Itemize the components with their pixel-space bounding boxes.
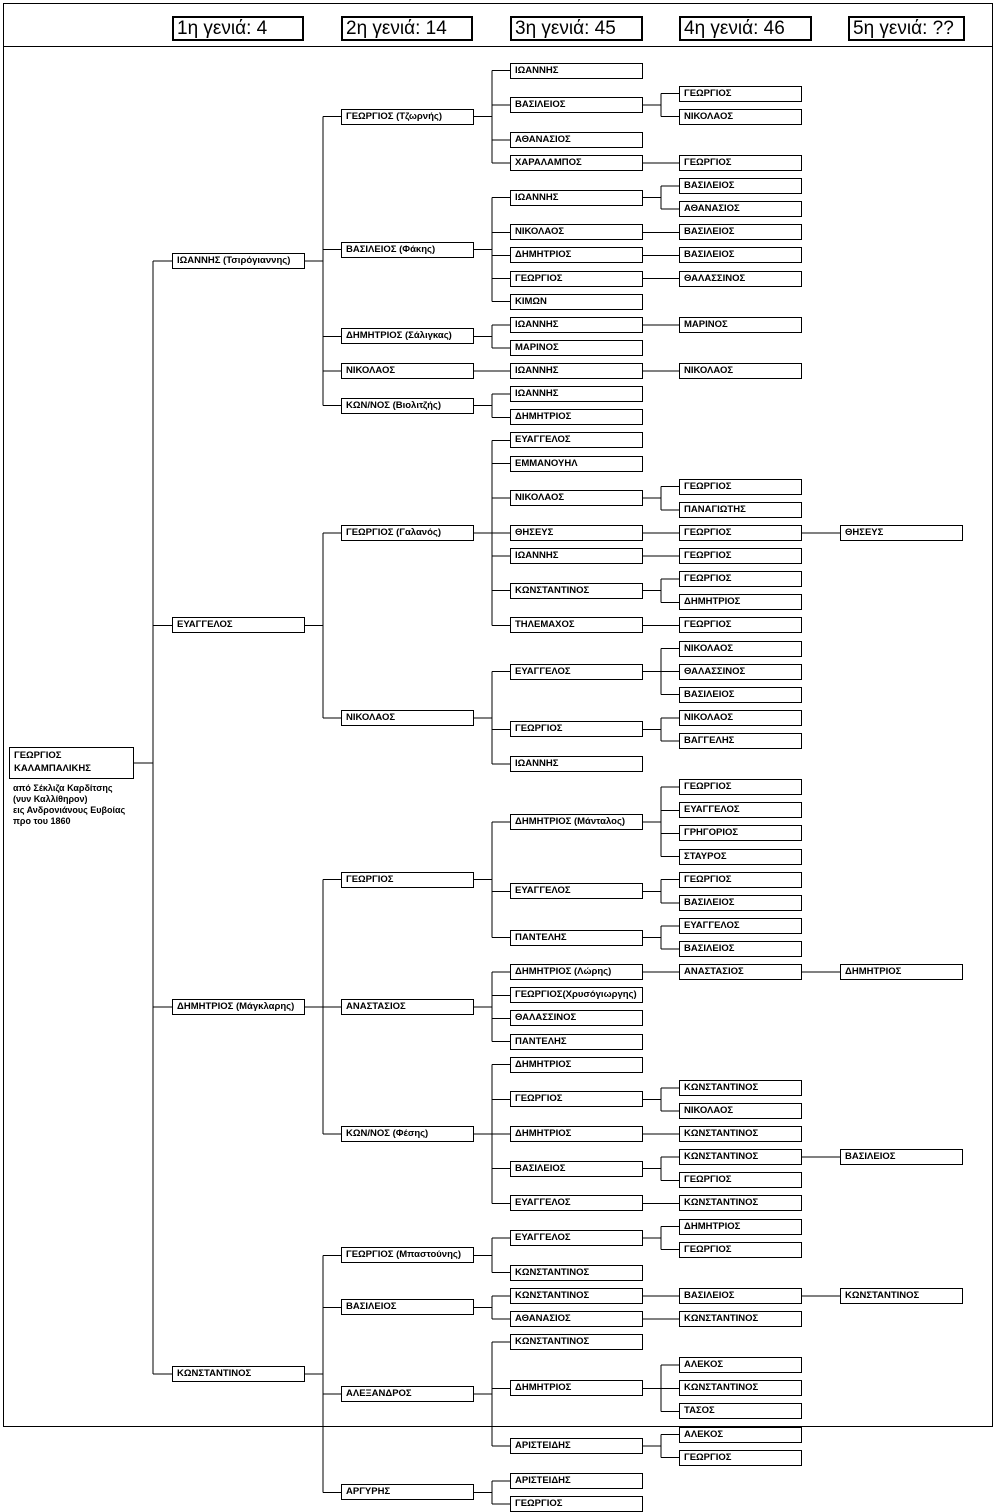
person-box-gen3: ΓΕΩΡΓΙΟΣ(Χρυσόγιωργης) — [510, 987, 643, 1003]
person-box-gen4: ΑΘΑΝΑΣΙΟΣ — [679, 201, 802, 217]
person-box-gen4: ΓΕΩΡΓΙΟΣ — [679, 86, 802, 102]
person-box-gen4: ΑΛΕΚΟΣ — [679, 1427, 802, 1443]
person-box-gen2: ΚΩΝ/ΝΟΣ (Βιολιτζής) — [341, 398, 474, 414]
person-box-gen1: ΔΗΜΗΤΡΙΟΣ (Μάγκλαρης) — [172, 999, 305, 1015]
person-box-gen3: ΚΙΜΩΝ — [510, 294, 643, 310]
generation-4-header: 4η γενιά: 46 — [679, 16, 812, 41]
person-box-gen4: ΜΑΡΙΝΟΣ — [679, 317, 802, 333]
person-box-gen4: ΒΑΣΙΛΕΙΟΣ — [679, 1288, 802, 1304]
root-note-line: εις Ανδρονιάνους Ευβοίας — [13, 805, 126, 815]
person-box-gen3: ΧΑΡΑΛΑΜΠΟΣ — [510, 155, 643, 171]
person-box-gen4: ΒΑΣΙΛΕΙΟΣ — [679, 224, 802, 240]
generation-1-header: 1η γενιά: 4 — [172, 16, 304, 41]
person-box-gen3: ΒΑΣΙΛΕΙΟΣ — [510, 97, 643, 113]
person-box-gen3: ΓΕΩΡΓΙΟΣ — [510, 1496, 643, 1512]
person-box-gen3: ΔΗΜΗΤΡΙΟΣ — [510, 1380, 643, 1396]
person-box-gen3: ΔΗΜΗΤΡΙΟΣ — [510, 409, 643, 425]
person-box-gen4: ΚΩΝΣΤΑΝΤΙΝΟΣ — [679, 1126, 802, 1142]
person-box-gen3: ΕΥΑΓΓΕΛΟΣ — [510, 883, 643, 899]
generation-5-header: 5η γενιά: ?? — [848, 16, 965, 41]
person-box-gen4: ΘΑΛΑΣΣΙΝΟΣ — [679, 664, 802, 680]
person-box-gen2: ΑΝΑΣΤΑΣΙΟΣ — [341, 999, 474, 1015]
person-box-gen4: ΘΑΛΑΣΣΙΝΟΣ — [679, 271, 802, 287]
person-box-gen4: ΓΕΩΡΓΙΟΣ — [679, 525, 802, 541]
root-note-line: προ του 1860 — [13, 816, 71, 826]
person-box-gen3: ΔΗΜΗΤΡΙΟΣ — [510, 1057, 643, 1073]
person-box-gen5: ΘΗΣΕΥΣ — [840, 525, 963, 541]
person-box-gen3: ΙΩΑΝΝΗΣ — [510, 386, 643, 402]
person-box-gen4: ΝΙΚΟΛΑΟΣ — [679, 641, 802, 657]
person-box-gen5: ΒΑΣΙΛΕΙΟΣ — [840, 1149, 963, 1165]
person-box-gen1: ΚΩΝΣΤΑΝΤΙΝΟΣ — [172, 1366, 305, 1382]
person-box-gen3: ΚΩΝΣΤΑΝΤΙΝΟΣ — [510, 1265, 643, 1281]
generation-2-header: 2η γενιά: 14 — [341, 16, 473, 41]
person-box-gen4: ΝΙΚΟΛΑΟΣ — [679, 363, 802, 379]
person-box-gen3: ΔΗΜΗΤΡΙΟΣ (Μάνταλος) — [510, 814, 643, 830]
person-box-gen4: ΓΕΩΡΓΙΟΣ — [679, 479, 802, 495]
person-box-gen3: ΚΩΝΣΤΑΝΤΙΝΟΣ — [510, 1334, 643, 1350]
person-box-gen4: ΓΕΩΡΓΙΟΣ — [679, 779, 802, 795]
person-box-gen4: ΚΩΝΣΤΑΝΤΙΝΟΣ — [679, 1149, 802, 1165]
person-box-gen4: ΚΩΝΣΤΑΝΤΙΝΟΣ — [679, 1380, 802, 1396]
person-box-gen3: ΕΥΑΓΓΕΛΟΣ — [510, 1195, 643, 1211]
person-box-gen3: ΕΥΑΓΓΕΛΟΣ — [510, 432, 643, 448]
person-box-gen4: ΓΕΩΡΓΙΟΣ — [679, 1450, 802, 1466]
person-box-gen3: ΙΩΑΝΝΗΣ — [510, 63, 643, 79]
person-box-gen3: ΕΥΑΓΓΕΛΟΣ — [510, 664, 643, 680]
person-box-gen4: ΒΑΣΙΛΕΙΟΣ — [679, 247, 802, 263]
person-box-gen3: ΚΩΝΣΤΑΝΤΙΝΟΣ — [510, 583, 643, 599]
person-box-gen3: ΒΑΣΙΛΕΙΟΣ — [510, 1161, 643, 1177]
person-box-gen3: ΕΜΜΑΝΟΥΗΛ — [510, 456, 643, 472]
person-box-gen4: ΝΙΚΟΛΑΟΣ — [679, 1103, 802, 1119]
person-box-gen2: ΑΡΓΥΡΗΣ — [341, 1484, 474, 1500]
person-box-gen4: ΝΙΚΟΛΑΟΣ — [679, 109, 802, 125]
person-box-gen3: ΙΩΑΝΝΗΣ — [510, 756, 643, 772]
root-note-line: από Σέκλιζα Καρδίτσης — [13, 783, 113, 793]
person-box-gen3: ΑΡΙΣΤΕΙΔΗΣ — [510, 1473, 643, 1489]
person-box-gen4: ΓΕΩΡΓΙΟΣ — [679, 872, 802, 888]
person-box-gen4: ΒΑΣΙΛΕΙΟΣ — [679, 895, 802, 911]
person-box-gen3: ΙΩΑΝΝΗΣ — [510, 317, 643, 333]
person-box-gen4: ΣΤΑΥΡΟΣ — [679, 849, 802, 865]
person-box-gen4: ΓΕΩΡΓΙΟΣ — [679, 571, 802, 587]
person-box-gen2: ΝΙΚΟΛΑΟΣ — [341, 710, 474, 726]
person-box-gen5: ΔΗΜΗΤΡΙΟΣ — [840, 964, 963, 980]
person-box-gen3: ΑΘΑΝΑΣΙΟΣ — [510, 1311, 643, 1327]
person-box-gen2: ΝΙΚΟΛΑΟΣ — [341, 363, 474, 379]
person-box-gen4: ΑΛΕΚΟΣ — [679, 1357, 802, 1373]
person-box-gen3: ΘΗΣΕΥΣ — [510, 525, 643, 541]
person-box-gen3: ΠΑΝΤΕΛΗΣ — [510, 1034, 643, 1050]
person-box-gen3: ΙΩΑΝΝΗΣ — [510, 363, 643, 379]
person-box-gen3: ΠΑΝΤΕΛΗΣ — [510, 930, 643, 946]
person-box-gen3: ΝΙΚΟΛΑΟΣ — [510, 490, 643, 506]
person-box-gen4: ΒΑΣΙΛΕΙΟΣ — [679, 178, 802, 194]
person-box-gen2: ΓΕΩΡΓΙΟΣ (Τζωρνής) — [341, 109, 474, 125]
person-box-gen4: ΠΑΝΑΓΙΩΤΗΣ — [679, 502, 802, 518]
person-box-gen4: ΒΑΣΙΛΕΙΟΣ — [679, 687, 802, 703]
person-box-gen5: ΚΩΝΣΤΑΝΤΙΝΟΣ — [840, 1288, 963, 1304]
person-box-gen4: ΕΥΑΓΓΕΛΟΣ — [679, 918, 802, 934]
person-box-gen2: ΚΩΝ/ΝΟΣ (Φέσης) — [341, 1126, 474, 1142]
person-box-gen2: ΔΗΜΗΤΡΙΟΣ (Σάλιγκας) — [341, 328, 474, 344]
person-box-gen3: ΔΗΜΗΤΡΙΟΣ (Λώρης) — [510, 964, 643, 980]
person-box-gen4: ΚΩΝΣΤΑΝΤΙΝΟΣ — [679, 1080, 802, 1096]
person-box-gen2: ΒΑΣΙΛΕΙΟΣ (Φάκης) — [341, 242, 474, 258]
person-box-gen4: ΔΗΜΗΤΡΙΟΣ — [679, 1219, 802, 1235]
person-box-gen4: ΚΩΝΣΤΑΝΤΙΝΟΣ — [679, 1195, 802, 1211]
person-box-gen3: ΤΗΛΕΜΑΧΟΣ — [510, 617, 643, 633]
person-box-gen3: ΜΑΡΙΝΟΣ — [510, 340, 643, 356]
person-box-gen3: ΘΑΛΑΣΣΙΝΟΣ — [510, 1010, 643, 1026]
person-box-gen1: ΙΩΑΝΝΗΣ (Τσιρόγιαννης) — [172, 253, 305, 269]
person-box-gen3: ΙΩΑΝΝΗΣ — [510, 548, 643, 564]
generation-3-header: 3η γενιά: 45 — [510, 16, 643, 41]
person-box-gen3: ΚΩΝΣΤΑΝΤΙΝΟΣ — [510, 1288, 643, 1304]
person-box-gen3: ΝΙΚΟΛΑΟΣ — [510, 224, 643, 240]
person-box-gen2: ΑΛΕΞΑΝΔΡΟΣ — [341, 1386, 474, 1402]
person-box-gen4: ΚΩΝΣΤΑΝΤΙΝΟΣ — [679, 1311, 802, 1327]
person-box-gen3: ΑΡΙΣΤΕΙΔΗΣ — [510, 1438, 643, 1454]
person-box-gen3: ΕΥΑΓΓΕΛΟΣ — [510, 1230, 643, 1246]
person-box-gen4: ΔΗΜΗΤΡΙΟΣ — [679, 594, 802, 610]
root-ancestor-box: ΓΕΩΡΓΙΟΣ ΚΑΛΑΜΠΑΛΙΚΗΣ — [9, 747, 134, 779]
person-box-gen3: ΓΕΩΡΓΙΟΣ — [510, 271, 643, 287]
person-box-gen2: ΓΕΩΡΓΙΟΣ — [341, 872, 474, 888]
person-box-gen4: ΝΙΚΟΛΑΟΣ — [679, 710, 802, 726]
root-note-line: (νυν Καλλίθηρον) — [13, 794, 88, 804]
person-box-gen3: ΙΩΑΝΝΗΣ — [510, 190, 643, 206]
person-box-gen3: ΑΘΑΝΑΣΙΟΣ — [510, 132, 643, 148]
person-box-gen4: ΑΝΑΣΤΑΣΙΟΣ — [679, 964, 802, 980]
person-box-gen2: ΒΑΣΙΛΕΙΟΣ — [341, 1299, 474, 1315]
person-box-gen3: ΓΕΩΡΓΙΟΣ — [510, 1091, 643, 1107]
person-box-gen2: ΓΕΩΡΓΙΟΣ (Μπαστούνης) — [341, 1247, 474, 1263]
person-box-gen2: ΓΕΩΡΓΙΟΣ (Γαλανός) — [341, 525, 474, 541]
person-box-gen4: ΓΕΩΡΓΙΟΣ — [679, 617, 802, 633]
person-box-gen4: ΒΑΣΙΛΕΙΟΣ — [679, 941, 802, 957]
person-box-gen4: ΓΡΗΓΟΡΙΟΣ — [679, 825, 802, 841]
person-box-gen4: ΓΕΩΡΓΙΟΣ — [679, 155, 802, 171]
person-box-gen3: ΔΗΜΗΤΡΙΟΣ — [510, 247, 643, 263]
person-box-gen3: ΔΗΜΗΤΡΙΟΣ — [510, 1126, 643, 1142]
person-box-gen4: ΓΕΩΡΓΙΟΣ — [679, 1172, 802, 1188]
person-box-gen4: ΓΕΩΡΓΙΟΣ — [679, 548, 802, 564]
person-box-gen1: ΕΥΑΓΓΕΛΟΣ — [172, 617, 305, 633]
person-box-gen4: ΕΥΑΓΓΕΛΟΣ — [679, 802, 802, 818]
root-origin-note — [13, 783, 148, 827]
person-box-gen4: ΓΕΩΡΓΙΟΣ — [679, 1242, 802, 1258]
person-box-gen3: ΓΕΩΡΓΙΟΣ — [510, 721, 643, 737]
person-box-gen4: ΒΑΓΓΕΛΗΣ — [679, 733, 802, 749]
person-box-gen4: ΤΑΣΟΣ — [679, 1403, 802, 1419]
